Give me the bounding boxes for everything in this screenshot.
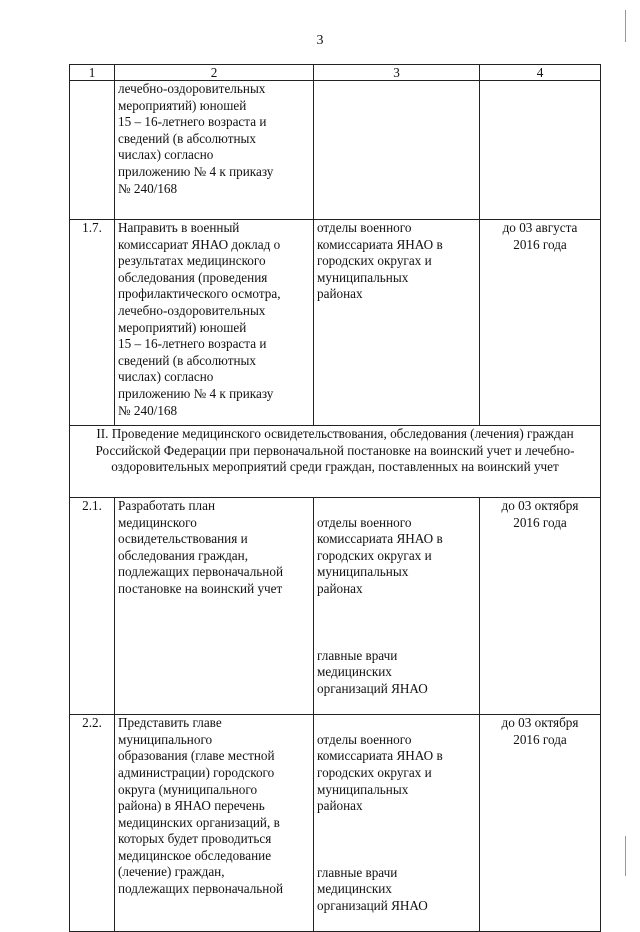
row-deadline: до 03 августа 2016 года bbox=[480, 220, 601, 426]
executor: главные врачи медицинских организаций ЯНАО bbox=[317, 647, 428, 696]
row-deadline bbox=[480, 81, 601, 220]
column-number: 4 bbox=[480, 65, 601, 81]
table-row bbox=[70, 715, 601, 932]
row-executors bbox=[314, 498, 480, 715]
executor: отделы военного комиссариата ЯНАО в городских округах и муниципальных районах bbox=[317, 514, 443, 596]
row-number: 2.1. bbox=[70, 498, 115, 715]
section-row bbox=[70, 426, 601, 498]
executor: отделы военного комиссариата ЯНАО в городских округах и муниципальных районах bbox=[317, 220, 443, 302]
table-row bbox=[70, 220, 601, 426]
row-deadline: до 03 октября 2016 года bbox=[480, 715, 601, 932]
row-deadline: до 03 октября 2016 года bbox=[480, 498, 601, 715]
row-executors bbox=[314, 220, 480, 426]
page-number: 3 bbox=[316, 33, 324, 48]
column-number: 2 bbox=[115, 65, 314, 81]
executor: отделы военного комиссариата ЯНАО в городских округах и муниципальных районах bbox=[317, 731, 443, 814]
row-action: лечебно-оздоровительных мероприятий) юношей 15 – 16-летнего возраста и сведений (в абсолютных числах) согласно приложению № 4 к приказу № 240/168 bbox=[115, 81, 314, 220]
executor: главные врачи медицинских организаций ЯНАО bbox=[317, 864, 428, 914]
table-row bbox=[70, 81, 601, 220]
row-executors bbox=[314, 81, 480, 220]
column-number: 1 bbox=[70, 65, 115, 81]
row-number: 2.2. bbox=[70, 715, 115, 932]
row-number: 1.7. bbox=[70, 220, 115, 426]
row-number bbox=[70, 81, 115, 220]
scan-margin-mark bbox=[625, 10, 626, 42]
section-title: II. Проведение медицинского освидетельствования, обследования (лечения) граждан Российской Федерации при первоначальной постановке на воинский учет и лечебно-оздоровительных мероприятий среди граждан, поставленных на воинский учет bbox=[70, 426, 601, 498]
scan-margin-mark bbox=[625, 836, 626, 876]
column-number: 3 bbox=[314, 65, 480, 81]
row-action: Представить главе муниципального образования (главе местной администрации) городского округа (муниципального района) в ЯНАО перечень медицинских организаций, в которых будет проводиться медицинское обследование (лечение) граждан, подлежащих первоначальной bbox=[115, 715, 314, 932]
table-row bbox=[70, 498, 601, 715]
row-executors bbox=[314, 715, 480, 932]
plan-table bbox=[69, 64, 601, 932]
column-number-row bbox=[70, 65, 601, 81]
row-action: Разработать план медицинского освидетельствования и обследования граждан, подлежащих первоначальной постановке на воинский учет bbox=[115, 498, 314, 715]
row-action: Направить в военный комиссариат ЯНАО доклад о результатах медицинского обследования (проведения профилактического осмотра, лечебно-оздоровительных мероприятий) юношей 15 – 16-летнего возраста и сведений (в абсолютных числах) согласно приложению № 4 к приказу № 240/168 bbox=[115, 220, 314, 426]
